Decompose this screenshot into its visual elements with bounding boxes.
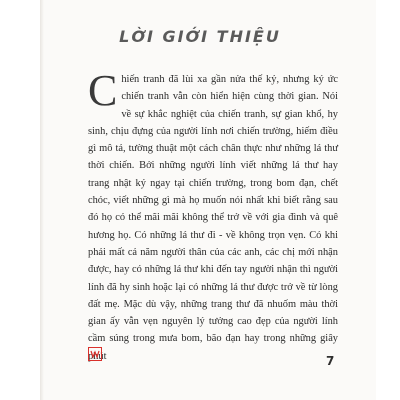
publisher-logo-icon	[88, 346, 102, 360]
drop-cap: C	[88, 66, 118, 115]
paragraph-text: hiến tranh đã lùi xa gần nửa thế kỷ, nhưng ký ức chiến tranh vẫn còn hiển hiện cùng thời gian. Nói về sự khắc nghiệt của chiến tranh, sự gian khổ, hy sinh, chịu đựng của người lính nơi chiến trường, hiếm điều gì mô tả, tường thuật một cách chân thực như những lá thư thời chiến. Bởi những người lính viết những lá thư hay trang nhật ký ngay tại chiến trường, trong bom đạn, chết chóc, viết những gì mà họ muốn nói nhất khi biết rằng sau đó họ có thể mãi mãi không thể trở về với gia đình và quê hương họ. Có những lá thư đi - về không trọn vẹn. Có khi phải mất cả năm người thân của các anh, các chị mới nhận được, hay có những lá thư khi đến tay người nhận thì người lính đã hy sinh hoặc lại có những lá thư được trở về từ lòng đất mẹ. Mặc dù vậy, những trang thư đã nhuốm màu thời gian ấy vẫn vẹn nguyên lý tưởng cao đẹp của người lính cầm súng trong mưa bom, bão đạn hay trong những giây phút	[88, 74, 338, 362]
page-number: 7	[326, 354, 335, 368]
page-edge-shadow	[40, 0, 44, 400]
page-title: LỜI GIỚI THIỆU	[119, 27, 281, 46]
introduction-paragraph	[88, 66, 338, 365]
